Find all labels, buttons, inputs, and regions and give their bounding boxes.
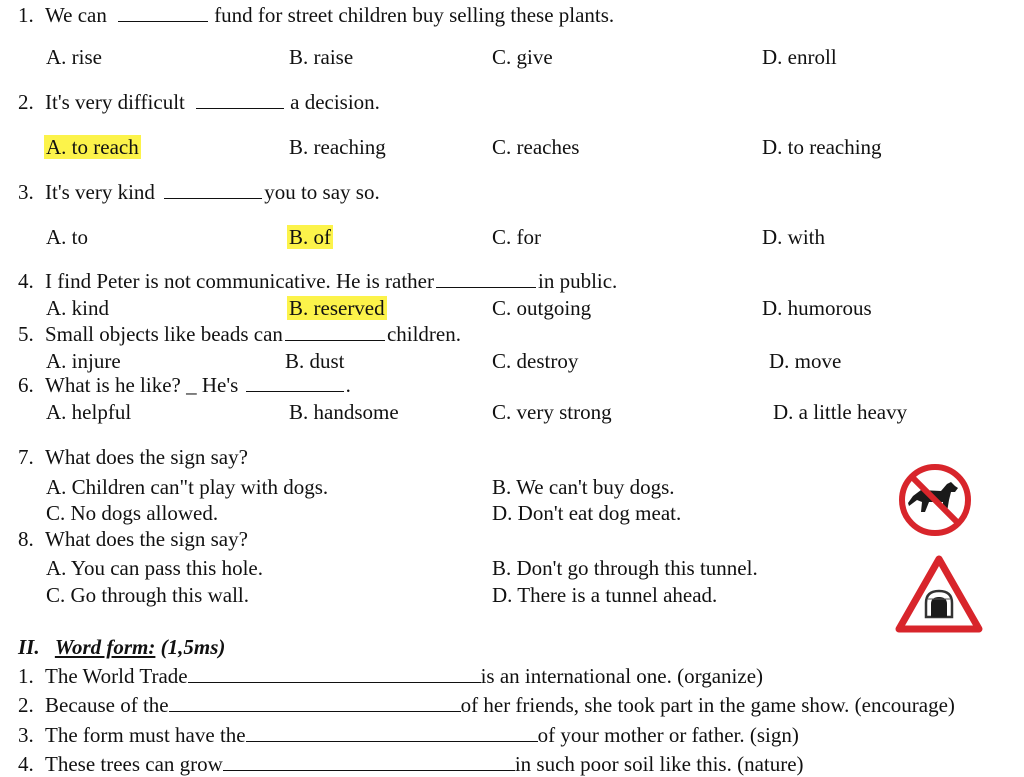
q1-option-d[interactable]: D. enroll: [762, 45, 837, 69]
wf2-text-before: Because of the: [45, 693, 169, 717]
q7-text: What does the sign say?: [45, 445, 248, 469]
q3-option-b-highlight: B. of: [289, 225, 331, 249]
q5-option-b[interactable]: B. dust: [285, 349, 345, 373]
q3-option-b[interactable]: [287, 225, 333, 249]
word-form-1: [18, 664, 763, 688]
wf3-blank[interactable]: [246, 723, 538, 742]
wf3-number: 3.: [18, 723, 34, 747]
wf2-number: 2.: [18, 693, 34, 717]
q2-number: 2.: [18, 90, 34, 114]
q6-option-d[interactable]: D. a little heavy: [773, 400, 908, 424]
q3-option-a[interactable]: A. to: [46, 225, 88, 249]
question-7: [18, 445, 248, 469]
q5-blank[interactable]: [285, 322, 385, 341]
wf1-text-before: The World Trade: [45, 664, 188, 688]
q5-option-d[interactable]: D. move: [769, 349, 842, 373]
question-1: [18, 3, 614, 27]
q1-text-before: We can: [45, 3, 107, 27]
q8-option-d[interactable]: D. There is a tunnel ahead.: [492, 583, 718, 607]
q2-option-c[interactable]: C. reaches: [492, 135, 580, 159]
word-form-4: [18, 752, 804, 776]
q6-blank[interactable]: [246, 373, 344, 392]
question-3: [18, 180, 380, 204]
tunnel-warning-sign-icon: [893, 553, 985, 635]
q7-option-d[interactable]: D. Don't eat dog meat.: [492, 501, 682, 525]
q6-text-after: .: [345, 373, 351, 397]
q5-option-a[interactable]: A. injure: [46, 349, 121, 373]
q8-number: 8.: [18, 527, 34, 551]
q2-blank[interactable]: [196, 90, 284, 109]
q3-blank[interactable]: [164, 180, 262, 199]
wf4-blank[interactable]: [223, 752, 515, 771]
q5-text-after: children.: [386, 322, 461, 346]
q1-number: 1.: [18, 3, 34, 27]
section-2-heading: [18, 635, 225, 659]
q6-option-a[interactable]: A. helpful: [46, 400, 132, 424]
q4-option-d[interactable]: D. humorous: [762, 296, 872, 320]
wf3-text-after: of your mother or father. (sign): [537, 723, 799, 747]
q6-option-c[interactable]: C. very strong: [492, 400, 612, 424]
q1-blank[interactable]: [118, 3, 208, 22]
q6-number: 6.: [18, 373, 34, 397]
q4-text-after: in public.: [537, 269, 618, 293]
q7-option-a[interactable]: A. Children can"t play with dogs.: [46, 475, 329, 499]
wf4-text-before: These trees can grow: [45, 752, 223, 776]
q4-option-b[interactable]: [287, 296, 387, 320]
q6-option-b[interactable]: B. handsome: [289, 400, 399, 424]
wf2-text-after: of her friends, she took part in the game show. (encourage): [460, 693, 955, 717]
q8-option-c[interactable]: C. Go through this wall.: [46, 583, 249, 607]
q4-option-a[interactable]: A. kind: [46, 296, 109, 320]
q1-option-a[interactable]: A. rise: [46, 45, 102, 69]
q1-option-b[interactable]: B. raise: [289, 45, 354, 69]
section-2-marks: (1,5ms): [160, 635, 226, 659]
q8-option-b[interactable]: B. Don't go through this tunnel.: [492, 556, 758, 580]
q6-text-before: What is he like? _ He's: [45, 373, 239, 397]
question-8: [18, 527, 248, 551]
wf4-text-after: in such poor soil like this. (nature): [514, 752, 804, 776]
q5-text-before: Small objects like beads can: [45, 322, 283, 346]
q4-text-before: I find Peter is not communicative. He is rather: [45, 269, 434, 293]
q1-option-c[interactable]: C. give: [492, 45, 553, 69]
q4-option-b-highlight: B. reserved: [289, 296, 385, 320]
q5-number: 5.: [18, 322, 34, 346]
q2-option-b[interactable]: B. reaching: [289, 135, 386, 159]
q2-text-after: a decision.: [290, 90, 380, 114]
wf1-text-after: is an international one. (organize): [480, 664, 764, 688]
q2-text-before: It's very difficult: [45, 90, 185, 114]
q5-option-c[interactable]: C. destroy: [492, 349, 579, 373]
wf4-number: 4.: [18, 752, 34, 776]
q7-number: 7.: [18, 445, 34, 469]
question-6: [18, 373, 351, 397]
q3-option-c[interactable]: C. for: [492, 225, 541, 249]
wf2-blank[interactable]: [169, 693, 461, 712]
q8-text: What does the sign say?: [45, 527, 248, 551]
q2-option-a[interactable]: [44, 135, 141, 159]
section-2-title: Word form:: [54, 635, 156, 659]
question-4: [18, 269, 617, 293]
q3-number: 3.: [18, 180, 34, 204]
q4-option-c[interactable]: C. outgoing: [492, 296, 592, 320]
q2-option-a-highlight: A. to reach: [46, 135, 139, 159]
section-2-roman: II.: [18, 635, 40, 659]
wf3-text-before: The form must have the: [45, 723, 246, 747]
q3-text-before: It's very kind: [45, 180, 155, 204]
no-dogs-sign-icon: [897, 462, 973, 538]
question-5: [18, 322, 461, 346]
q3-option-d[interactable]: D. with: [762, 225, 825, 249]
word-form-3: [18, 723, 799, 747]
wf1-blank[interactable]: [188, 664, 481, 683]
q4-number: 4.: [18, 269, 34, 293]
q7-option-c[interactable]: C. No dogs allowed.: [46, 501, 219, 525]
q7-option-b[interactable]: B. We can't buy dogs.: [492, 475, 675, 499]
q4-blank[interactable]: [436, 269, 536, 288]
q2-option-d[interactable]: D. to reaching: [762, 135, 882, 159]
q3-text-after: you to say so.: [264, 180, 380, 204]
wf1-number: 1.: [18, 664, 34, 688]
q1-text-after: fund for street children buy selling these plants.: [214, 3, 615, 27]
word-form-2: [18, 693, 955, 717]
q8-option-a[interactable]: A. You can pass this hole.: [46, 556, 264, 580]
question-2: [18, 90, 380, 114]
